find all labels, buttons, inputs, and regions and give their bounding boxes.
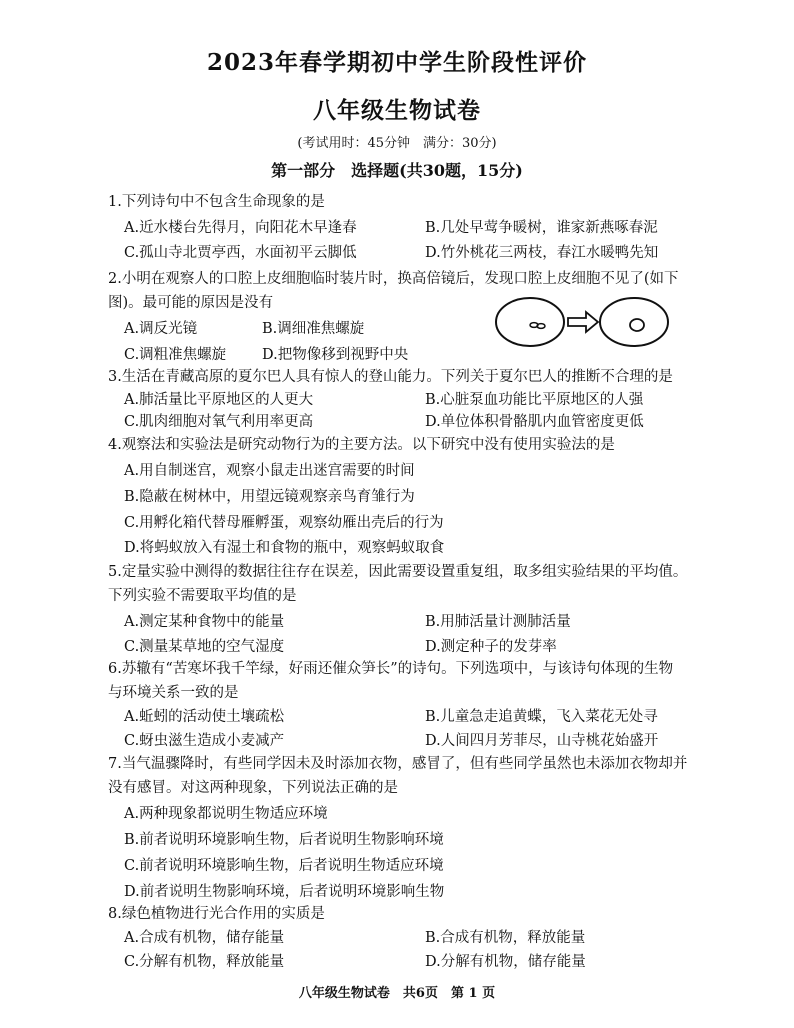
option-b: B.隐蔽在树林中，用望远镜观察亲鸟育雏行为 [124,489,415,505]
option-c: C.前者说明环境影响生物，后者说明生物适应环境 [124,858,444,874]
option-d: D.前者说明生物影响环境，后者说明环境影响生物 [124,884,445,900]
option-b: B.几处早莺争暖树，谁家新燕啄春泥 [425,220,658,236]
cell-icon [630,319,644,331]
option-d: D.测定种子的发芽率 [425,639,557,655]
option-c: C.测量某草地的空气湿度 [124,639,285,655]
option-a: A.合成有机物，储存能量 [124,930,285,946]
microscope-field-figure [494,296,720,348]
question-stem: 5.定量实验中测得的数据往往存在误差，因此需要设置重复组，取多组实验结果的平均值。 [108,564,688,580]
option-d: D.竹外桃花三两枝，春江水暖鸭先知 [425,245,659,261]
question-stem: 3.生活在青藏高原的夏尔巴人具有惊人的登山能力。下列关于夏尔巴人的推断不合理的是 [108,369,673,385]
option-b: B.前者说明环境影响生物，后者说明生物影响环境 [124,832,444,848]
option-b: B.儿童急走追黄蝶，飞入菜花无处寻 [425,709,658,725]
question-stem: 2.小明在观察人的口腔上皮细胞临时装片时，换高倍镜后，发现口腔上皮细胞不见了(如下 [108,271,679,287]
question-stem: 7.当气温骤降时，有些同学因未及时添加衣物，感冒了，但有些同学虽然也未添加衣物却并 [108,756,688,772]
option-c: C.用孵化箱代替母雁孵蛋，观察幼雁出壳后的行为 [124,515,444,531]
high-power-field [600,298,668,346]
option-c: C.调粗准焦螺旋 [124,347,227,363]
question-stem: 没有感冒。对这两种现象，下列说法正确的是 [108,780,398,796]
option-b: B.调细准焦螺旋 [262,321,365,337]
option-a: A.调反光镜 [124,321,198,337]
exam-subtitle: 八年级生物试卷 [313,97,481,124]
page-footer: 八年级生物试卷 共6页 第 1 页 [298,986,496,1001]
option-a: A.用自制迷宫，观察小鼠走出迷宫需要的时间 [124,463,415,479]
question-stem: 8.绿色植物进行光合作用的实质是 [108,906,325,922]
option-d: D.人间四月芳菲尽，山寺桃花始盛开 [425,733,659,749]
question-stem: 6.苏辙有“苦寒坏我千竿绿，好雨还催众笋长”的诗句。下列选项中，与该诗句体现的生物 [108,661,674,677]
option-a: A.两种现象都说明生物适应环境 [124,806,328,822]
option-c: C.孤山寺北贾亭西，水面初平云脚低 [124,245,357,261]
question-stem: 1.下列诗句中不包含生命现象的是 [108,194,325,210]
section-heading: 第一部分 选择题(共30题，15分) [271,161,523,180]
option-d: D.将蚂蚁放入有湿土和食物的瓶中，观察蚂蚁取食 [124,540,445,556]
option-a: A.蚯蚓的活动使土壤疏松 [124,709,285,725]
option-a: A.测定某种食物中的能量 [124,614,285,630]
option-b: B.心脏泵血功能比平原地区的人强 [425,392,644,408]
arrow-right-icon [568,312,598,332]
option-c: C.分解有机物，释放能量 [124,954,285,970]
option-d: D.分解有机物，储存能量 [425,954,586,970]
exam-info: (考试用时：45分钟 满分：30分) [297,136,497,151]
option-c: C.蚜虫滋生造成小麦减产 [124,733,285,749]
option-d: D.把物像移到视野中央 [262,347,409,363]
option-c: C.肌肉细胞对氧气利用率更高 [124,414,314,430]
option-a: A.肺活量比平原地区的人更大 [124,392,314,408]
option-b: B.用肺活量计测肺活量 [425,614,571,630]
question-stem: 4.观察法和实验法是研究动物行为的主要方法。以下研究中没有使用实验法的是 [108,437,615,453]
option-a: A.近水楼台先得月，向阳花木早逢春 [124,220,357,236]
question-stem: 图)。最可能的原因是没有 [108,295,274,311]
question-stem: 下列实验不需要取平均值的是 [108,588,297,604]
option-b: B.合成有机物，释放能量 [425,930,586,946]
question-stem: 与环境关系一致的是 [108,685,239,701]
low-power-field [496,298,564,346]
exam-title: 2023年春学期初中学生阶段性评价 [206,49,587,76]
option-d: D.单位体积骨骼肌内血管密度更低 [425,414,644,430]
